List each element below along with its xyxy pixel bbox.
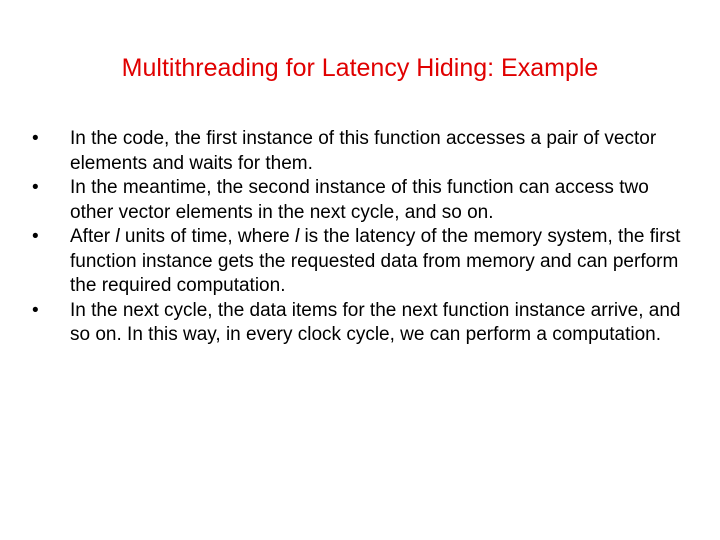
bullet-item xyxy=(28,225,688,299)
bullet-list xyxy=(28,127,688,348)
bullet-text-part: is the latency of the memory system, the first function instance gets the requested data from memory and can perform the required computation. xyxy=(70,226,681,296)
bullet-text xyxy=(70,226,680,296)
bullet-text-part: units of time, where xyxy=(119,226,295,247)
bullet-text-part: After xyxy=(70,226,116,247)
bullet-item xyxy=(28,127,688,176)
bullet-icon: • xyxy=(32,299,39,321)
bullet-icon: • xyxy=(32,226,39,247)
bullet-text: In the code, the first instance of this function accesses a pair of vector elements and waits for them. xyxy=(70,128,657,174)
latency-variable: l xyxy=(115,226,120,247)
bullet-item xyxy=(28,176,688,225)
slide-title: Multithreading for Latency Hiding: Example xyxy=(121,54,599,82)
bullet-text: In the next cycle, the data items for the next function instance arrive, and so on. In this way, in every clock cycle, we can perform a computation. xyxy=(70,299,681,345)
bullet-icon: • xyxy=(32,177,39,198)
latency-variable: l xyxy=(294,226,300,247)
bullet-item xyxy=(28,299,688,348)
bullet-text: In the meantime, the second instance of this function can access two other vector elements in the next cycle, and so on. xyxy=(70,177,649,223)
bullet-icon: • xyxy=(32,128,39,149)
